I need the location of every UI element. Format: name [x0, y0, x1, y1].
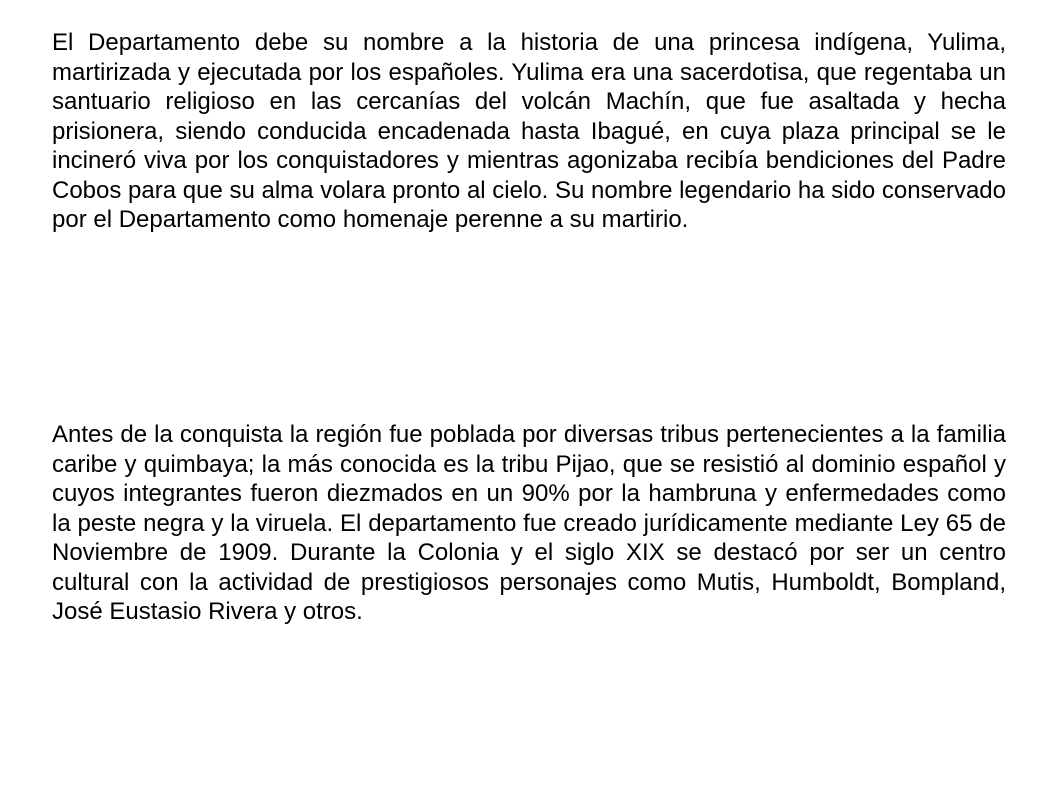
paragraph-yulima-history: El Departamento debe su nombre a la historia de una princesa indígena, Yulima, martirizada y ejecutada por los españoles. Yulima era una sacerdotisa, que regentaba un santuario religioso en las cercanías del volcán Machín, que fue asaltada y hecha prisionera, siendo conducida encadenada hasta Ibagué, en cuya plaza principal se le incineró viva por los conquistadores y mientras agonizaba recibía bendiciones del Padre Cobos para que su alma volara pronto al cielo. Su nombre legendario ha sido conservado por el Departamento como homenaje perenne a su martirio. — [52, 29, 1006, 233]
paragraph-conquest-history: Antes de la conquista la región fue poblada por diversas tribus pertenecientes a la familia caribe y quimbaya; la más conocida es la tribu Pijao, que se resistió al dominio español y cuyos integrantes fueron diezmados en un 90% por la hambruna y enfermedades como la peste negra y la viruela. El departamento fue creado jurídicamente mediante Ley 65 de Noviembre de 1909. Durante la Colonia y el siglo XIX se destacó por ser un centro cultural con la actividad de prestigiosos personajes como Mutis, Humboldt, Bompland, José Eustasio Rivera y otros. — [52, 421, 1006, 625]
